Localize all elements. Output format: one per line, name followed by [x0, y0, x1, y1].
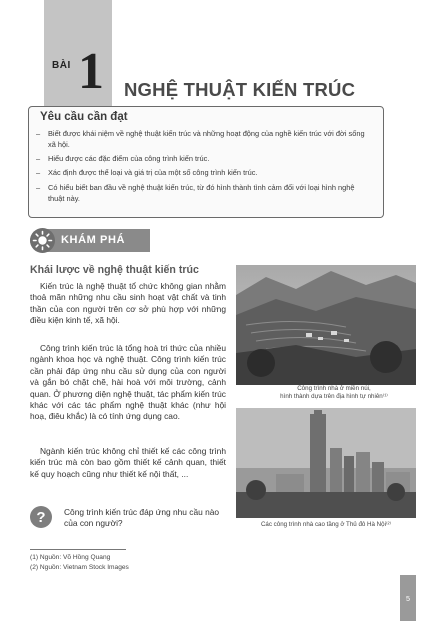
requirements-heading: Yêu cầu cần đạt	[40, 111, 128, 123]
lesson-word: BÀI	[52, 60, 71, 71]
footnote-divider	[30, 549, 126, 550]
requirement-item: – Hiểu được các đặc điểm của công trình kiến trúc.	[36, 154, 210, 163]
question-text: Công trình kiến trúc đáp ứng nhu cầu nào của con người?	[64, 507, 220, 529]
footnote: (2) Nguồn: Vietnam Stock Images	[30, 564, 129, 571]
page-number: 5	[406, 594, 410, 603]
photo-caption: Các công trình nhà cao tầng ở Thủ đô Hà Nội⁽²⁾	[260, 521, 392, 528]
requirement-item: – Biết được khái niệm về nghệ thuật kiến trúc và những hoạt động của nghề kiến trúc với đời sống xã hội.	[36, 129, 365, 149]
requirement-item: – Có hiểu biết ban đầu về nghệ thuật kiến trúc, từ đó hình thành tình cảm đối với loại hình nghệ thuật này.	[36, 183, 355, 203]
section-badge-label: KHÁM PHÁ	[61, 234, 126, 246]
hanoi-skyline-photo	[236, 408, 416, 518]
body-paragraph: Công trình kiến trúc là tổng hoà tri thức của nhiều ngành khoa học và nghệ thuật. Công trình kiến trúc cần phải đáp ứng nhu cầu sử dụng của con người và gắn bó chặt chẽ, hài hoà với môi trường, cảnh quan. Ở phương diện nghệ thuật, tác phẩm kiến trúc khác với các tác phẩm nghệ thuật khác (như hội hoạ, điêu khắc) là có tính ứng dụng cao.	[30, 343, 226, 422]
section-subheading: Khái lược về nghệ thuật kiến trúc	[30, 264, 199, 276]
sun-icon	[30, 228, 55, 253]
photo-caption: Công trình nhà ở miền núi, hình thành dựa trên địa hình tự nhiên⁽¹⁾	[280, 385, 388, 401]
body-paragraph: Kiến trúc là nghệ thuật tổ chức không gian nhằm thoả mãn những nhu cầu sinh hoạt vật chất và tinh thần của con người trên cơ sở phù hợp với những điều kiện kinh tế, xã hội.	[30, 281, 226, 326]
question-icon: ?	[30, 506, 52, 528]
footnote: (1) Nguồn: Võ Hồng Quang	[30, 554, 111, 561]
lesson-number: 1	[78, 43, 104, 100]
lesson-title: NGHỆ THUẬT KIẾN TRÚC	[124, 79, 356, 100]
body-paragraph: Ngành kiến trúc không chỉ thiết kế các công trình kiến trúc mà còn bao gồm thiết kế cảnh quan, thiết kế quy hoạch cũng như thiết kế nội thất, ...	[30, 446, 226, 479]
requirement-item: – Xác định được thể loại và giá trị của một số công trình kiến trúc.	[36, 168, 258, 177]
mountain-village-photo	[236, 265, 416, 385]
